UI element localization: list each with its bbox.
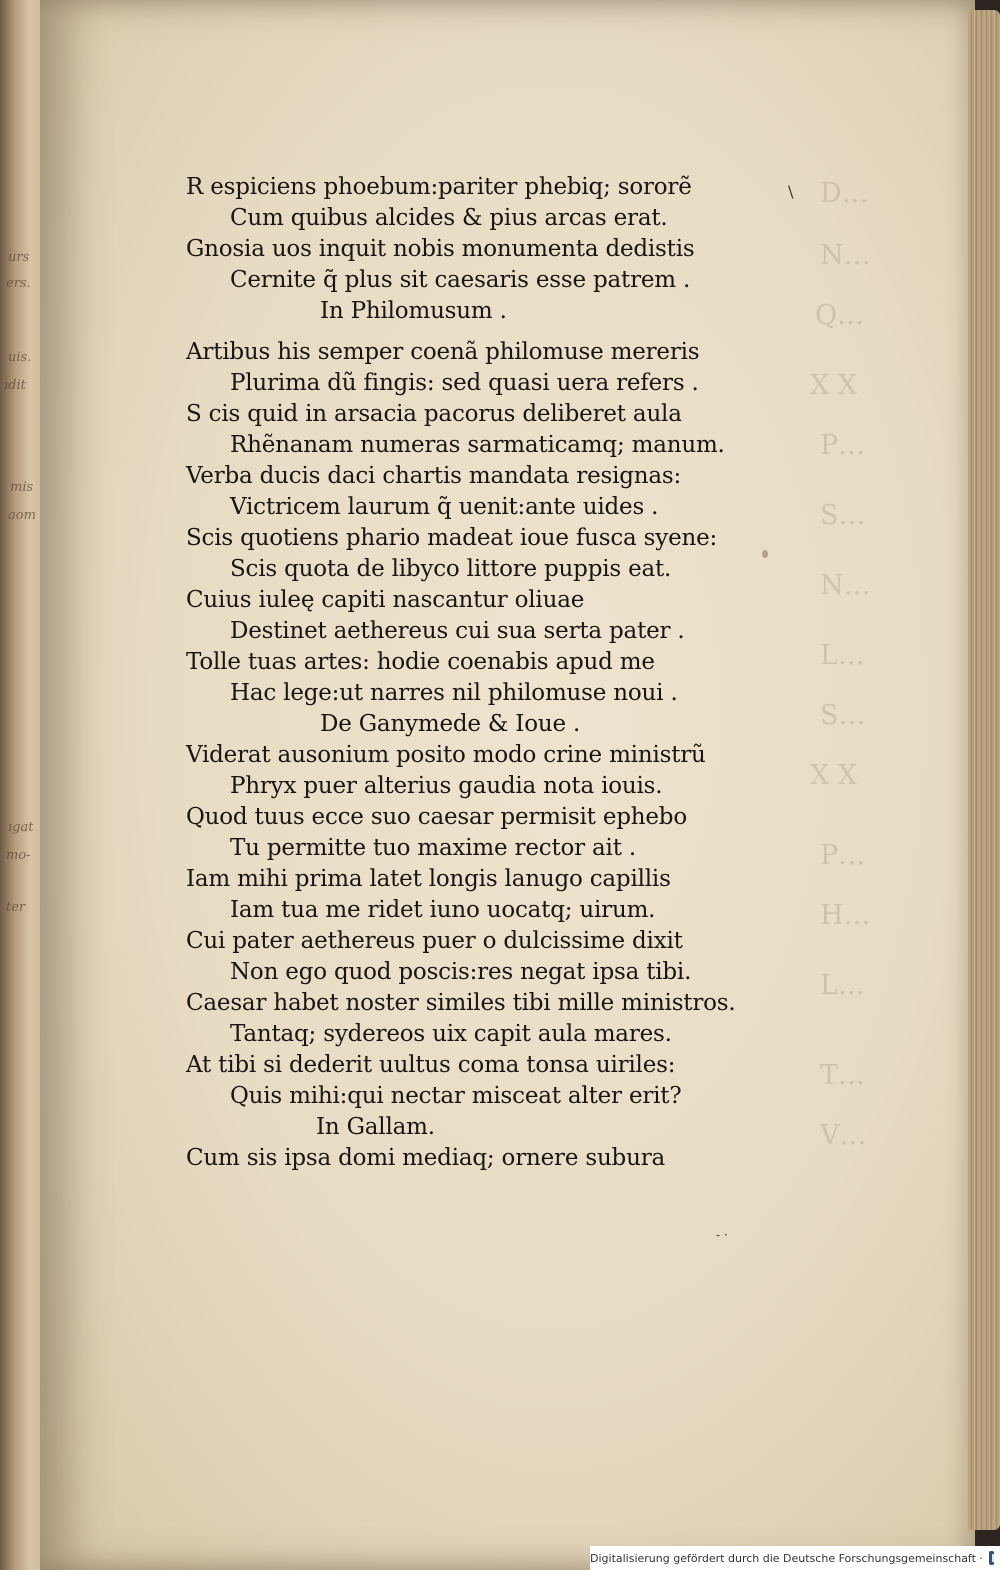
dfg-logo-icon bbox=[989, 1551, 994, 1565]
verse-line: Cum sis ipsa domi mediaq; ornere subura bbox=[186, 1145, 665, 1171]
bleed-through-text: X X bbox=[810, 370, 858, 401]
verse-line: Verba ducis daci chartis mandata resignas: bbox=[186, 463, 682, 489]
bleed-through-text: S… bbox=[820, 700, 866, 731]
verse-line: Destinet aethereus cui sua serta pater . bbox=[230, 618, 685, 644]
left-page-fragment: mo- bbox=[6, 848, 31, 863]
verse-line: Cernite q̃ plus sit caesaris esse patrem . bbox=[230, 267, 691, 293]
verse-line: R espiciens phoebum:pariter phebiq; sororẽ bbox=[186, 174, 692, 200]
verse-line: Scis quota de libyco littore puppis eat. bbox=[230, 556, 672, 582]
bleed-through-text: T… bbox=[820, 1060, 866, 1091]
verse-line: Victricem laurum q̃ uenit:ante uides . bbox=[230, 494, 659, 520]
verse-line: Plurima dũ fingis: sed quasi uera refers . bbox=[230, 370, 699, 396]
verse-line: Tolle tuas artes: hodie coenabis apud me bbox=[186, 649, 655, 675]
verse-line: Tu permitte tuo maxime rector ait . bbox=[230, 835, 636, 861]
bleed-through-text: L… bbox=[820, 970, 865, 1001]
verse-line: Artibus his semper coenã philomuse mereris bbox=[186, 339, 700, 365]
left-page-fragment: ers. bbox=[6, 276, 31, 291]
left-page-fragment: ıdit bbox=[4, 378, 26, 393]
margin-mark: - · bbox=[716, 1228, 728, 1242]
verse-line: Iam tua me ridet iuno uocatq; uirum. bbox=[230, 897, 656, 923]
verse-line: Viderat ausonium posito modo crine ministrũ bbox=[186, 742, 706, 768]
verse-line: Hac lege:ut narres nil philomuse noui . bbox=[230, 680, 678, 706]
verse-line: Quod tuus ecce suo caesar permisit ephebo bbox=[186, 804, 687, 830]
bleed-through-text: P… bbox=[820, 840, 866, 871]
digitization-footer bbox=[590, 1546, 1000, 1570]
verse-line: Cuius iuleę capiti nascantur oliuae bbox=[186, 587, 585, 613]
bleed-through-text: X X bbox=[810, 760, 858, 791]
left-page-fragment: ter bbox=[6, 900, 26, 915]
left-page-fragment: uis. bbox=[8, 350, 32, 365]
verse-line: Cum quibus alcides & pius arcas erat. bbox=[230, 205, 668, 231]
margin-mark: \ bbox=[788, 182, 794, 201]
verse-line: Rhẽnanam numeras sarmaticamq; manum. bbox=[230, 432, 725, 458]
verse-line: Tantaq; sydereos uix capit aula mares. bbox=[230, 1021, 672, 1047]
bleed-through-text: Q… bbox=[815, 300, 865, 331]
left-page-fragment: ıgat bbox=[8, 820, 34, 835]
section-heading: De Ganymede & Ioue . bbox=[320, 711, 581, 737]
verse-line: Iam mihi prima latet longis lanugo capillis bbox=[186, 866, 671, 892]
left-page-fragment: urs bbox=[8, 250, 30, 265]
bleed-through-text: N… bbox=[820, 570, 871, 601]
paper-speck bbox=[762, 550, 768, 558]
left-page-edge bbox=[0, 0, 44, 1570]
section-heading: In Philomusum . bbox=[320, 298, 507, 324]
verse-line: Caesar habet noster similes tibi mille ministros. bbox=[186, 990, 736, 1016]
left-page-fragment: mis bbox=[10, 480, 34, 495]
verse-line: Scis quotiens phario madeat ioue fusca syene: bbox=[186, 525, 718, 551]
left-page-fragment: aom bbox=[8, 508, 36, 523]
bleed-through-text: P… bbox=[820, 430, 866, 461]
verse-line: Phryx puer alterius gaudia nota iouis. bbox=[230, 773, 663, 799]
bleed-through-text: N… bbox=[820, 240, 871, 271]
bleed-through-text: H… bbox=[820, 900, 871, 931]
page-block-edges bbox=[968, 10, 1000, 1530]
footer-credit-text: Digitalisierung gefördert durch die Deutsche Forschungsgemeinschaft · bbox=[590, 1551, 983, 1565]
section-heading: In Gallam. bbox=[316, 1114, 435, 1140]
verse-line: At tibi si dederit uultus coma tonsa uiriles: bbox=[186, 1052, 676, 1078]
verse-line: Non ego quod poscis:res negat ipsa tibi. bbox=[230, 959, 692, 985]
bleed-through-text: L… bbox=[820, 640, 865, 671]
bleed-through-text: V… bbox=[820, 1120, 867, 1151]
bleed-through-text: S… bbox=[820, 500, 866, 531]
verse-line: S cis quid in arsacia pacorus deliberet aula bbox=[186, 401, 682, 427]
verse-line: Gnosia uos inquit nobis monumenta dedistis bbox=[186, 236, 695, 262]
verse-line: Quis mihi:qui nectar misceat alter erit? bbox=[230, 1083, 682, 1109]
bleed-through-text: D… bbox=[820, 178, 869, 209]
verse-line: Cui pater aethereus puer o dulcissime dixit bbox=[186, 928, 683, 954]
